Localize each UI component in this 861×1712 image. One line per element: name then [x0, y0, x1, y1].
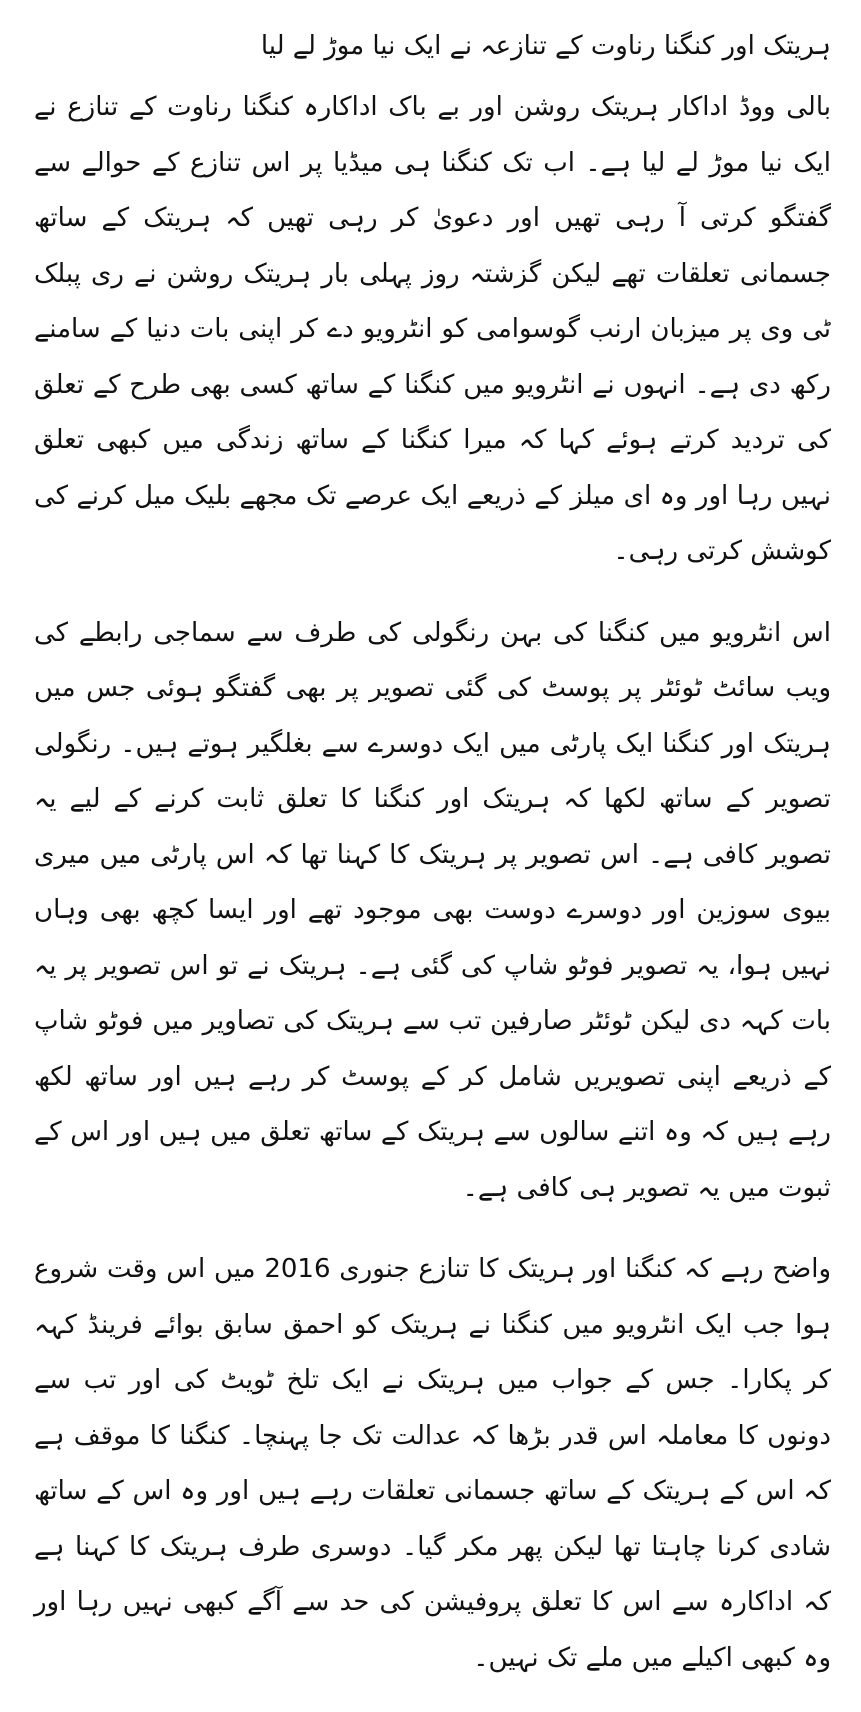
article-paragraph-2: اس انٹرویو میں کنگنا کی بہن رنگولی کی طرف سے سماجی رابطے کی ویب سائٹ ٹوئٹر پر پوسٹ کی گئی تصویر پر بھی گفتگو ہوئی جس میں ہریتک اور کنگنا ایک پارٹی میں ایک دوسرے سے بغلگیر ہوتے ہیں۔ رنگولی تصویر کے ساتھ لکھا کہ ہریتک اور کنگنا کا تعلق ثابت کرنے کے لیے یہ تصویر کافی ہے۔ اس تصویر پر ہریتک کا کہنا تھا کہ اس پارٹی میں میری بیوی سوزین اور دوسرے دوست بھی موجود تھے اور ایسا کچھ بھی وہاں نہیں ہوا، یہ تصویر فوٹو شاپ کی گئی ہے۔ ہریتک نے تو اس تصویر پر یہ بات کہہ دی لیکن ٹوئٹر صارفین تب سے ہریتک کی تصاویر میں فوٹو شاپ کے ذریعے اپنی تصویریں شامل کر کے پوسٹ کر رہے ہیں اور ساتھ لکھ رہے ہیں کہ وہ اتنے سالوں سے ہریتک کے ساتھ تعلق میں ہیں اور اس کے ثبوت میں یہ تصویر ہی کافی ہے۔	[34, 617, 831, 1203]
article-title: ہریتک اور کنگنا رناوت کے تنازعہ نے ایک نیا موڑ لے لیا	[260, 31, 831, 61]
article-paragraph-3: واضح رہے کہ کنگنا اور ہریتک کا تنازع جنوری 2016 میں اس وقت شروع ہوا جب ایک انٹرویو میں کنگنا نے ہریتک کو احمق سابق بوائے فرینڈ کہہ کر پکارا۔ جس کے جواب میں ہریتک نے ایک تلخ ٹویٹ کی اور تب سے دونوں کا معاملہ اس قدر بڑھا کہ عدالت تک جا پہنچا۔ کنگنا کا موقف ہے کہ اس کے ہریتک کے ساتھ جسمانی تعلقات رہے ہیں اور وہ اس کے ساتھ شادی کرنا چاہتا تھا لیکن پھر مکر گیا۔ دوسری طرف ہریتک کا کہنا ہے کہ اداکارہ سے اس کا تعلق پروفیشن کی حد سے آگے کبھی نہیں رہا اور وہ کبھی اکیلے میں ملے تک نہیں۔	[34, 1254, 831, 1673]
article-paragraph-1: بالی ووڈ اداکار ہریتک روشن اور بے باک اداکارہ کنگنا رناوت کے تنازع نے ایک نیا موڑ لے لیا ہے۔ اب تک کنگنا ہی میڈیا پر اس تنازع کے حوالے سے گفتگو کرتی آ رہی تھیں اور دعویٰ کر رہی تھیں کہ ہریتک کے ساتھ جسمانی تعلقات تھے لیکن گزشتہ روز پہلی بار ہریتک روشن نے ری پبلک ٹی وی پر میزبان ارنب گوسوامی کو انٹرویو دے کر اپنی بات دنیا کے سامنے رکھ دی ہے۔ انہوں نے انٹرویو میں کنگنا کے ساتھ کسی بھی طرح کے تعلق کی تردید کرتے ہوئے کہا کہ میرا کنگنا کے ساتھ زندگی میں کبھی تعلق نہیں رہا اور وہ ای میلز کے ذریعے ایک عرصے تک مجھے بلیک میل کرنے کی کوشش کرتی رہی۔	[34, 92, 831, 566]
article	[34, 20, 831, 1712]
